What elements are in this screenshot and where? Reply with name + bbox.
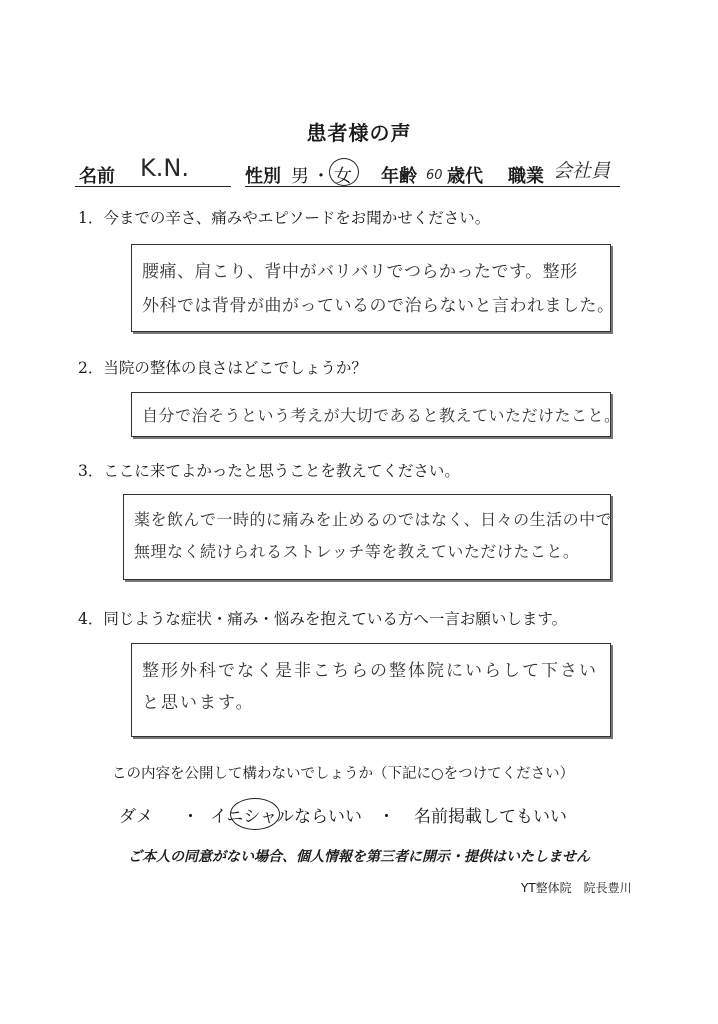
- name-underline: [75, 186, 231, 187]
- job-value: 会社員: [553, 160, 611, 182]
- gender-female: 女: [334, 166, 352, 187]
- answer-4-line-2: と思います。: [142, 693, 255, 713]
- gender-label: 性別: [245, 166, 281, 187]
- answer-4-line-1: 整形外科でなく是非こちらの整体院にいらして下さい: [142, 661, 598, 681]
- initial-circle-mark: [230, 798, 280, 830]
- consent-question: この内容を公開して構わないでしょうか（下記に○をつけてください）: [112, 766, 575, 782]
- gender-separator: ・: [312, 166, 330, 187]
- answer-3-line-2: 無理なく続けられるストレッチ等を教えていただけたこと。: [134, 542, 580, 561]
- question-2: 2．当院の整体の良さはどこでしょうか？: [78, 359, 367, 377]
- age-suffix: 歳代: [447, 166, 483, 187]
- job-label: 職業: [508, 166, 544, 187]
- option-separator-2: ・: [378, 807, 395, 827]
- profile-underline: [245, 186, 620, 187]
- clinic-signature: YT整体院 院長豊川: [521, 881, 632, 895]
- option-full-name: 名前掲載してもいい: [414, 807, 567, 827]
- name-label: 名前: [79, 166, 115, 187]
- answer-box-4: [131, 643, 611, 737]
- age-value: 60: [426, 168, 443, 183]
- answer-1-line-1: 腰痛、肩こり、背中がバリバリでつらかったです。整形: [142, 262, 578, 282]
- name-value: K.N.: [140, 154, 189, 182]
- answer-2-line-1: 自分で治そうという考えが大切であると教えていただけたこと。: [142, 406, 621, 425]
- privacy-notice: ご本人の同意がない場合、個人情報を第三者に開示・提供はいたしません: [128, 849, 590, 865]
- page-title: 患者様の声: [306, 121, 412, 145]
- question-4: 4．同じような症状・痛み・悩みを抱えている方へ一言お願いします。: [78, 610, 568, 628]
- answer-box-2: [131, 392, 621, 437]
- option-separator-1: ・: [182, 807, 199, 827]
- answer-3-line-1: 薬を飲んで一時的に痛みを止めるのではなく、日々の生活の中で: [134, 510, 613, 529]
- answer-box-1: [131, 244, 615, 332]
- answer-1-line-2: 外科では背骨が曲がっているので治らないと言われました。: [142, 296, 615, 316]
- option-initial: イニシャルならいい: [210, 807, 362, 827]
- question-3: 3．ここに来てよかったと思うことを教えてください。: [78, 462, 460, 480]
- female-circle-mark: [329, 158, 359, 186]
- gender-male: 男: [291, 166, 309, 187]
- age-label: 年齢: [381, 166, 417, 187]
- question-1: 1．今までの辛さ、痛みやエピソードをお聞かせください。: [78, 209, 491, 227]
- answer-box-3: [123, 494, 611, 580]
- option-no: ダメ: [119, 807, 153, 827]
